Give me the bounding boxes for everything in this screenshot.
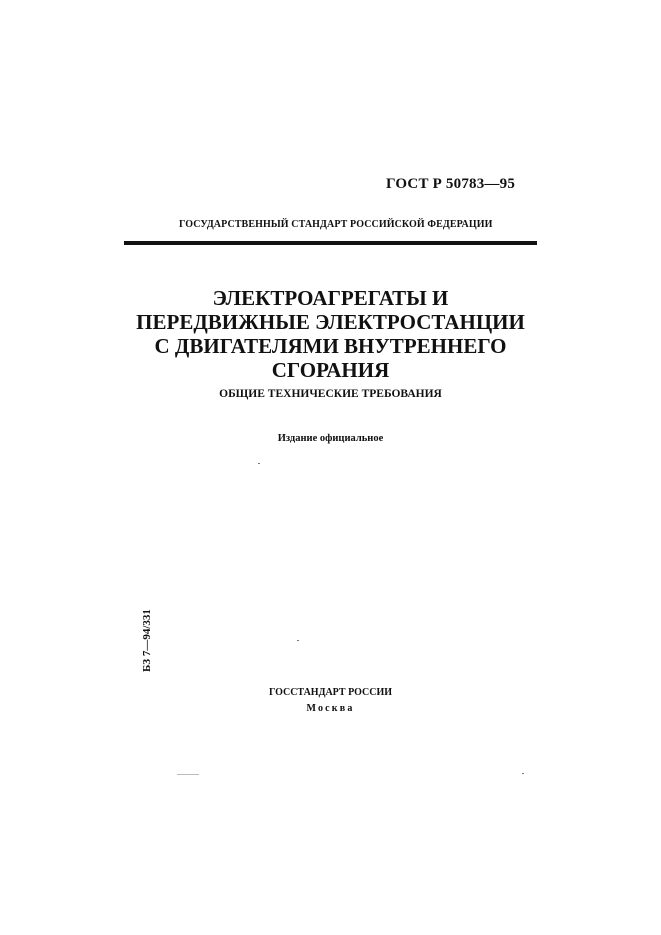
side-catalog-code: БЗ 7—94/331	[141, 609, 153, 672]
publisher-city: Москва	[306, 703, 355, 714]
standard-type-heading: ГОСУДАРСТВЕННЫЙ СТАНДАРТ РОССИЙСКОЙ ФЕДЕРАЦИИ	[179, 219, 493, 230]
scan-speck	[177, 774, 199, 775]
document-subtitle: ОБЩИЕ ТЕХНИЧЕСКИЕ ТРЕБОВАНИЯ	[219, 388, 442, 400]
scan-speck	[258, 463, 260, 464]
publisher-name: ГОССТАНДАРТ РОССИИ	[268, 687, 393, 698]
document-title	[100, 286, 561, 382]
scan-speck	[297, 640, 299, 641]
title-line-2: ПЕРЕДВИЖНЫЕ ЭЛЕКТРОСТАНЦИИ	[136, 310, 525, 334]
scan-speck	[522, 773, 524, 774]
title-line-4: СГОРАНИЯ	[271, 358, 390, 382]
edition-label: Издание официальное	[277, 433, 384, 444]
title-line-3: С ДВИГАТЕЛЯМИ ВНУТРЕННЕГО	[154, 334, 507, 358]
title-line-1: ЭЛЕКТРОАГРЕГАТЫ И	[212, 286, 449, 310]
header-divider	[124, 241, 537, 245]
document-number: ГОСТ Р 50783—95	[386, 176, 516, 192]
